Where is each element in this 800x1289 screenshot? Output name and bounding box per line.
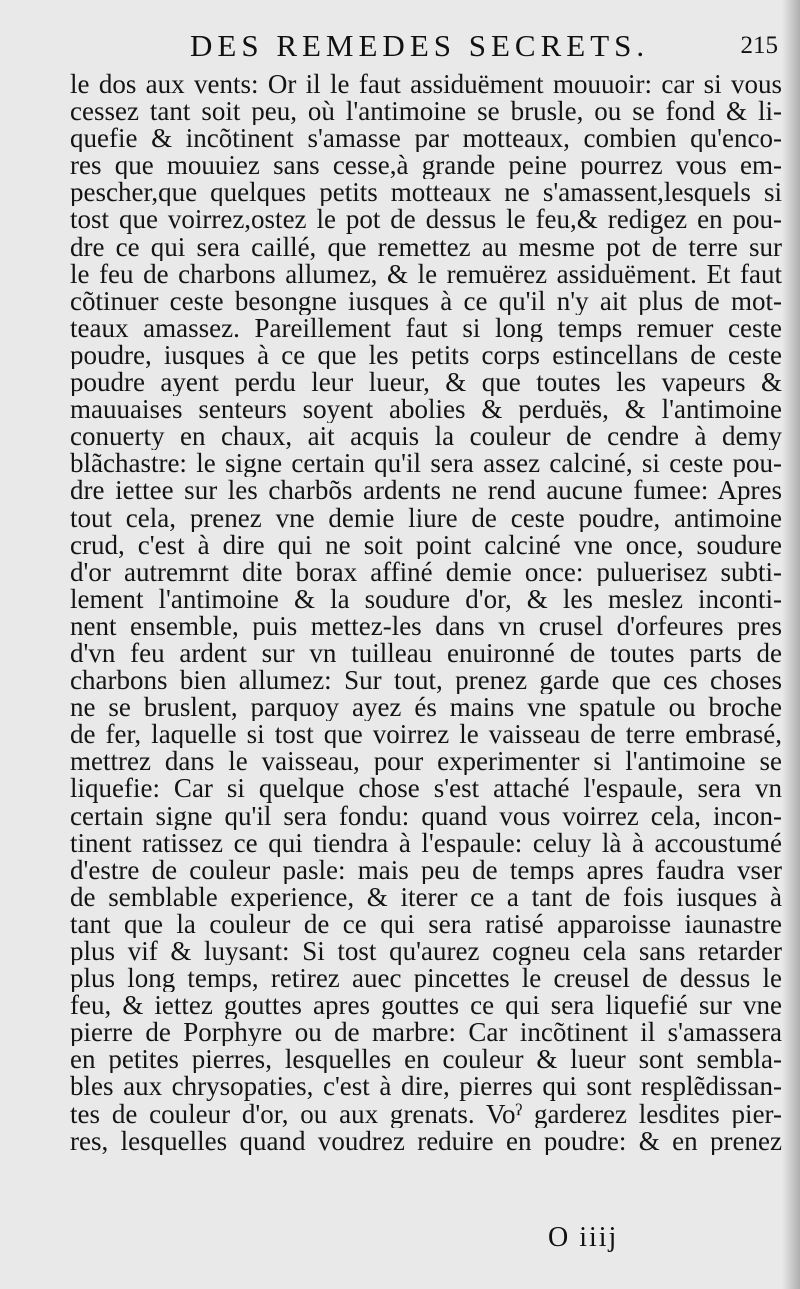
running-head: DES REMEDES SECRETS.: [190, 28, 650, 63]
text-line: tant que la couleur de ce qui sera ratisé apparoisse iaunastre: [70, 910, 782, 938]
text-line: tost que voirrez,ostez le pot de dessus le feu,& redigez en pou-: [70, 206, 782, 234]
signature-mark: O iiij: [548, 1222, 619, 1253]
page-edge-shadow: [782, 0, 800, 1289]
text-line: le feu de charbons allumez, & le remuërez assiduëment. Et faut: [70, 260, 782, 288]
page-header: [170, 28, 780, 68]
text-line: dre ce qui sera caillé, que remettez au mesme pot de terre sur: [70, 233, 782, 261]
page-number: 215: [740, 32, 778, 59]
text-line: feu, & iettez gouttes apres gouttes ce qui sera liquefié sur vne: [70, 992, 782, 1020]
text-line: crud, c'est à dire qui ne soit point calciné vne once, soudure: [70, 531, 782, 559]
text-line: teaux amassez. Pareillement faut si long temps remuer ceste: [70, 314, 782, 342]
text-line: cõtinuer ceste besongne iusques à ce qu'il n'y ait plus de mot-: [70, 287, 782, 315]
text-line: le dos aux vents: Or il le faut assiduëment mouuoir: car si vous: [70, 71, 782, 99]
text-line: blãchastre: le signe certain qu'il sera assez calciné, si ceste pou-: [70, 450, 782, 478]
text-line: d'vn feu ardent sur vn tuilleau enuironné de toutes parts de: [70, 639, 782, 668]
text-line: d'or autremrnt dite borax affiné demie once: puluerisez subti-: [70, 558, 782, 586]
text-line: dre iettee sur les charbõs ardents ne rend aucune fumee: Apres: [70, 477, 782, 505]
text-line: tout cela, prenez vne demie liure de ceste poudre, antimoine: [70, 504, 782, 532]
text-line: poudre, iusques à ce que les petits corps estincellans de ceste: [70, 341, 782, 370]
text-line: poudre ayent perdu leur lueur, & que toutes les vapeurs &: [70, 369, 782, 397]
text-line: pescher,que quelques petits motteaux ne s'amassent,lesquels si: [70, 179, 782, 207]
body-text: [70, 71, 782, 1155]
text-line: de semblable experience, & iterer ce a tant de fois iusques à: [70, 883, 782, 911]
text-line: charbons bien allumez: Sur tout, prenez garde que ces choses: [70, 667, 782, 695]
text-line: pierre de Porphyre ou de marbre: Car incõtinent il s'amassera: [70, 1019, 782, 1047]
text-line: res, lesquelles quand voudrez reduire en poudre: & en prenez: [70, 1127, 782, 1155]
text-line: quefie & incõtinent s'amasse par motteaux, combien qu'enco-: [70, 125, 782, 153]
text-line: ne se bruslent, parquoy ayez és mains vne spatule ou broche: [70, 694, 782, 722]
text-line: res que mouuiez sans cesse,à grande peine pourrez vous em-: [70, 152, 782, 180]
text-line: mettrez dans le vaisseau, pour experimenter si l'antimoine se: [70, 748, 782, 776]
text-line: nent ensemble, puis mettez-les dans vn crusel d'orfeures pres: [70, 612, 782, 640]
text-line: en petites pierres, lesquelles en couleur & lueur sont sembla-: [70, 1046, 782, 1074]
text-line: plus vif & luysant: Si tost qu'aurez cogneu cela sans retarder: [70, 938, 782, 966]
text-line: bles aux chrysopaties, c'est à dire, pierres qui sont resplẽdissan-: [70, 1073, 782, 1101]
text-line: cessez tant soit peu, où l'antimoine se brusle, ou se fond & li-: [70, 98, 782, 126]
text-line: plus long temps, retirez auec pincettes le creusel de dessus le: [70, 965, 782, 993]
text-line: liquefie: Car si quelque chose s'est attaché l'espaule, sera vn: [70, 775, 782, 803]
text-line: mauuaises senteurs soyent abolies & perduës, & l'antimoine: [70, 396, 782, 424]
text-line: d'estre de couleur pasle: mais peu de temps apres faudra vser: [70, 856, 782, 884]
text-line: tes de couleur d'or, ou aux grenats. Voˀ garderez lesdites pier-: [70, 1100, 782, 1128]
text-line: tinent ratissez ce qui tiendra à l'espaule: celuy là à accoustumé: [70, 829, 782, 857]
text-line: lement l'antimoine & la soudure d'or, & les meslez inconti-: [70, 585, 782, 613]
text-line: certain signe qu'il sera fondu: quand vous voirrez cela, incon-: [70, 802, 782, 830]
text-line: de fer, laquelle si tost que voirrez le vaisseau de terre embrasé,: [70, 721, 782, 749]
text-line: conuerty en chaux, ait acquis la couleur de cendre à demy: [70, 423, 782, 451]
